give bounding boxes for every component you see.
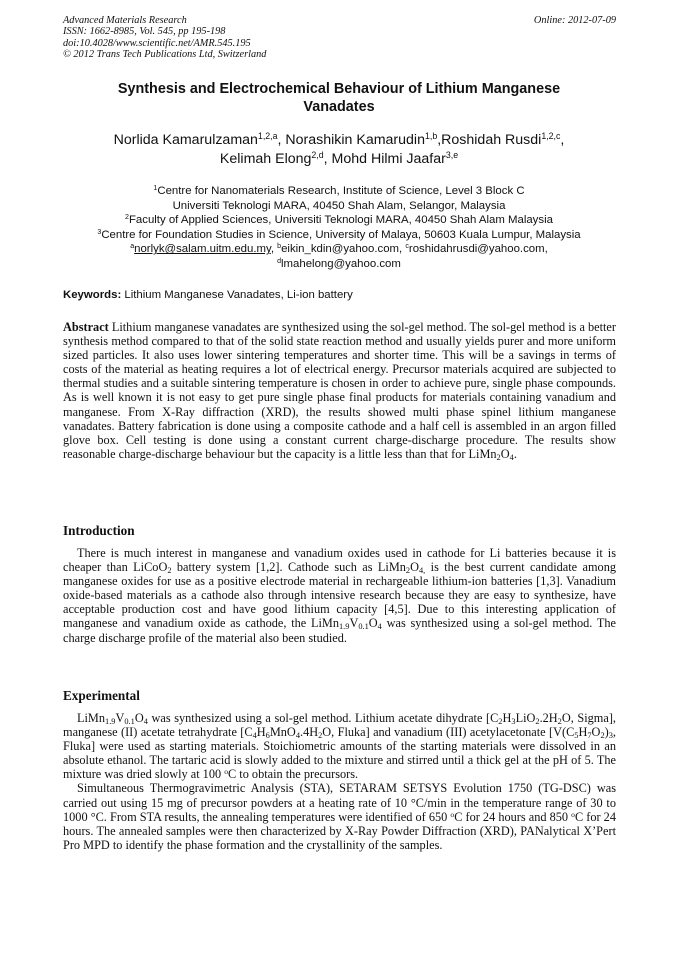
body-text: is the best current candidate among manganese oxides for use as a positive electrode material in rechargeable lithium-ion batteries [1,3]. Vanadium oxide-based materials as a cathode also through intensive research because they are easy to synthesize, have acceptable production cost and have good lithium capacity [4,5]. Due to this interesting application of manganese and vanadium oxide as cathode, the LiMn bbox=[63, 560, 616, 631]
affiliation-number: 2 bbox=[125, 214, 129, 222]
email-separator: , bbox=[399, 243, 406, 256]
email-separator: , bbox=[270, 243, 278, 256]
keywords bbox=[63, 289, 623, 301]
author-name: ,Roshidah Rusdi bbox=[437, 132, 542, 148]
affiliation-number: 1 bbox=[153, 185, 158, 193]
copyright-line: © 2012 Trans Tech Publications Ltd, Switzerland bbox=[63, 48, 267, 60]
author-affil-sup: 3,e bbox=[445, 150, 459, 161]
affiliations bbox=[45, 184, 633, 272]
email-sup: d bbox=[277, 258, 282, 266]
title-line-1: Synthesis and Electrochemical Behaviour of Lithium Manganese bbox=[117, 81, 561, 97]
degree-sup: o bbox=[224, 767, 229, 777]
online-date: Online: 2012-07-09 bbox=[533, 15, 616, 26]
subscript: 2 bbox=[496, 452, 501, 462]
subscript: 0.1 bbox=[358, 622, 369, 632]
author-affil-sup: 1,2,a bbox=[257, 131, 278, 142]
body-text: .4H bbox=[300, 725, 319, 740]
affiliation-text: Faculty of Applied Sciences, Universiti Teknologi MARA, 40450 Shah Alam Malaysia bbox=[128, 214, 553, 227]
journal-name: Advanced Materials Research bbox=[63, 15, 187, 26]
subscript: 7 bbox=[587, 731, 592, 741]
body-text: , Fluka] were used as starting materials. Stoichiometric amounts of the starting materials were dissolved in an absolute ethanol. The tartaric acid is slowly added to the mixture and stirred until a thick gel at the pH of 5. The mixture was dried slowly at 100 bbox=[63, 725, 616, 782]
introduction-paragraph bbox=[63, 546, 616, 645]
body-text: was synthesized using a sol-gel method. The charge discharge profile of the material also been studied. bbox=[63, 616, 616, 645]
doi-line: doi:10.4028/www.scientific.net/AMR.545.195 bbox=[63, 37, 251, 49]
email-text: lmahelong@yahoo.com bbox=[281, 257, 401, 270]
affiliation-text: Centre for Foundation Studies in Science, University of Malaya, 50603 Kuala Lumpur, Malaysia bbox=[101, 228, 581, 241]
affiliation-1-cont: Universiti Teknologi MARA, 40450 Shah Alam, Selangor, Malaysia bbox=[172, 199, 506, 212]
authors-line-1 bbox=[55, 131, 623, 150]
authors-line-2 bbox=[55, 150, 623, 169]
subscript: 0.1 bbox=[124, 717, 135, 727]
author-affil-sup: 2,d bbox=[311, 150, 324, 161]
subscript: 2 bbox=[600, 731, 605, 741]
affiliation-3 bbox=[45, 228, 633, 243]
email-line-1 bbox=[45, 242, 633, 257]
section-heading-introduction: Introduction bbox=[63, 523, 135, 538]
degree-sup: o bbox=[571, 809, 575, 819]
subscript: 5 bbox=[574, 731, 579, 741]
subscript: 2 bbox=[535, 717, 540, 727]
email-line-2 bbox=[45, 257, 633, 272]
subscript: 3 bbox=[511, 717, 516, 727]
abstract-text: O bbox=[500, 446, 510, 461]
body-text: C to obtain the precursors. bbox=[228, 767, 359, 782]
subscript: 3 bbox=[608, 731, 613, 741]
body-text: H bbox=[256, 725, 266, 740]
keywords-label: Keywords: bbox=[63, 289, 122, 301]
experimental-paragraph-2 bbox=[63, 781, 616, 851]
body-text: O bbox=[591, 725, 601, 740]
author-list bbox=[55, 131, 623, 169]
body-text: H bbox=[578, 725, 588, 740]
introduction-body bbox=[63, 546, 616, 645]
body-text: Simultaneous Thermogravimetric Analysis (STA), SETARAM SETSYS Evolution 1750 (TG-DSC) was carried out using 15 mg of precursor powders at a heating rate of 10 °C/min in the temperature range of 30 to 1000 °C. From STA results, the annealing temperatures were identified of 650 bbox=[63, 781, 616, 824]
experimental-paragraph-1 bbox=[63, 711, 616, 781]
issn-line: ISSN: 1662-8985, Vol. 545, pp 195-198 bbox=[63, 26, 226, 38]
author-name: , Norashikin Kamarudin bbox=[277, 132, 425, 148]
body-text: LiMn bbox=[77, 711, 106, 725]
author-name: Norlida Kamarulzaman bbox=[113, 132, 258, 148]
subscript: 4 bbox=[252, 731, 257, 741]
experimental-body bbox=[63, 711, 616, 852]
subscript: 4, bbox=[418, 566, 426, 576]
author-affil-sup: 1,b bbox=[424, 131, 438, 142]
body-text: C for 24 hours. The annealed samples were then characterized by X-Ray Powder Diffraction (XRD), PANalytical X’Pert Pro MPD to identify the phase formation and the crystallinity of the samples. bbox=[63, 809, 616, 852]
body-text: MnO bbox=[269, 725, 296, 740]
email-link[interactable]: norlyk@salam.uitm.edu.my bbox=[134, 243, 271, 256]
email-sup: a bbox=[130, 243, 135, 251]
abstract-paragraph bbox=[63, 320, 616, 461]
body-text: O bbox=[368, 616, 378, 631]
email-text: roshidahrusdi@yahoo.com bbox=[408, 243, 545, 256]
abstract bbox=[63, 320, 616, 461]
subscript: 2 bbox=[557, 717, 562, 727]
body-text: O, Sigma], manganese (II) acetate tetrahydrate [C bbox=[63, 711, 616, 740]
subscript: 2 bbox=[498, 717, 503, 727]
body-text: .2H bbox=[539, 711, 558, 725]
body-text: C for 24 hours and 850 bbox=[454, 809, 572, 824]
subscript: 4 bbox=[143, 717, 148, 727]
keywords-text: Lithium Manganese Vanadates, Li-ion battery bbox=[121, 289, 353, 301]
subscript: 4 bbox=[295, 731, 300, 741]
email-sup: b bbox=[277, 243, 282, 251]
title-line-2: Vanadates bbox=[303, 99, 375, 115]
body-text: LiO bbox=[515, 711, 536, 725]
body-text: O, Fluka] and vanadium (III) acetylacetonate [V(C bbox=[322, 725, 575, 740]
abstract-label: Abstract bbox=[63, 320, 109, 334]
author-separator: , bbox=[560, 132, 565, 148]
body-text: H bbox=[502, 711, 512, 725]
paper-title bbox=[60, 80, 618, 116]
section-heading-experimental: Experimental bbox=[63, 688, 140, 703]
body-text: ) bbox=[604, 725, 609, 740]
body-text: V bbox=[349, 616, 359, 631]
body-text: V bbox=[115, 711, 125, 725]
subscript: 4 bbox=[377, 622, 382, 632]
affiliation-text: Centre for Nanomaterials Research, Institute of Science, Level 3 Block C bbox=[157, 185, 525, 197]
subscript: 2 bbox=[318, 731, 323, 741]
subscript: 2 bbox=[405, 566, 411, 576]
body-text: battery system [1,2]. Cathode such as LiMn bbox=[171, 560, 406, 575]
subscript: 4 bbox=[509, 452, 514, 462]
subscript: 2 bbox=[167, 566, 172, 576]
body-text: O bbox=[410, 560, 419, 575]
journal-header bbox=[63, 15, 266, 60]
abstract-text: Lithium manganese vanadates are synthesized using the sol-gel method. The sol-gel method is a better synthesis method compared to that of the solid state reaction method and usually yields purer and more uniform sized particles. It also uses lower sintering temperatures and shorter time. This will be a savings in terms of costs of the material as heating requires a lot of electrical energy. Precursor materials acquired are subjected to thermal studies and a suitable sintering temperature is chosen in order to achieve pure, single phase compounds. As is well known it is not easy to get pure single phase final products for materials containing vanadium and manganese. From X-Ray diffraction (XRD), the results showed multi phase spinel lithium manganese vanadates. Battery fabrication is done using a composite cathode and a half cell is assembled in an argon filled glove box. Cell testing is done using a constant current charge-discharge procedure. The results show reasonable charge-discharge behaviour but the capacity is a little less than that for LiMn bbox=[63, 320, 616, 461]
affiliation-1 bbox=[45, 184, 633, 199]
email-sup: c bbox=[405, 243, 409, 251]
abstract-text: . bbox=[513, 446, 517, 461]
affiliation-2 bbox=[45, 213, 633, 228]
author-affil-sup: 1,2,c bbox=[541, 131, 561, 142]
author-name: Kelimah Elong bbox=[219, 151, 312, 167]
subscript: 1.9 bbox=[338, 622, 350, 632]
body-text: O bbox=[134, 711, 144, 725]
author-name: , Mohd Hilmi Jaafar bbox=[323, 151, 446, 167]
degree-sup: o bbox=[450, 809, 455, 819]
body-text: was synthesized using a sol-gel method. Lithium acetate dihydrate [C bbox=[147, 711, 499, 725]
email-separator: , bbox=[544, 243, 548, 256]
affiliation-number: 3 bbox=[97, 228, 102, 236]
body-text: There is much interest in manganese and vanadium oxides used in cathode for Li batteries because it is cheaper than LiCoO bbox=[63, 546, 616, 575]
subscript: 6 bbox=[265, 731, 270, 741]
subscript: 1.9 bbox=[105, 717, 116, 727]
email-text: eikin_kdin@yahoo.com bbox=[281, 243, 400, 256]
